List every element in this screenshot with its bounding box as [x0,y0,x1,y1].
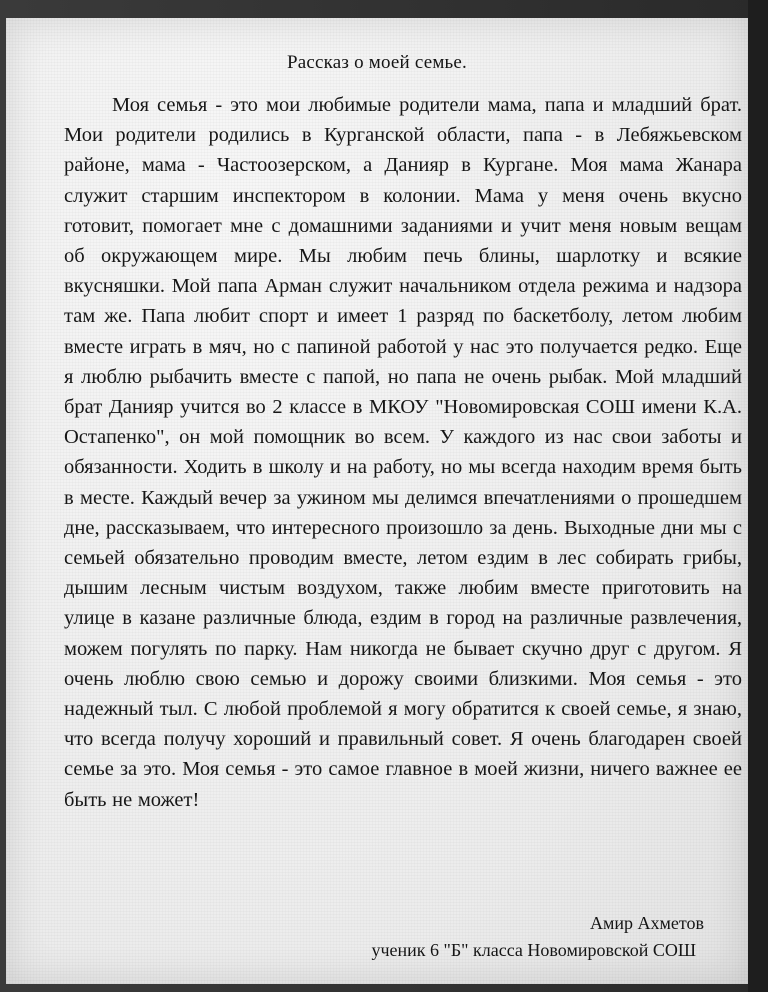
monitor-edge [748,0,768,992]
author-school: ученик 6 "Б" класса Новомировской СОШ [371,940,696,960]
document-page [6,18,748,984]
author-name: Амир Ахметов [589,913,704,933]
document-title: Рассказ о моей семье. [286,52,468,73]
document-body: Моя семья - это мои любимые родители мама, папа и младший брат. Мои родители родились в Курганской области, папа - в Лебяжьевском районе, мама - Частоозерском, а Данияр в Кургане. Моя мама Жанара служит старшим инспектором в колонии. Мама у меня очень вкусно готовит, помогает мне с домашними заданиями и учит меня новым вещам об окружающем мире. Мы любим печь блины, шарлотку и всякие вкусняшки. Мой папа Арман служит начальником отдела режима и надзора там же. Папа любит спорт и имеет 1 разряд по баскетболу, летом любим вместе играть в мяч, но с папиной работой у нас это получается редко. Еще я люблю рыбачить вместе с папой, но папа не очень рыбак. Мой младший брат Данияр учится во 2 классе в МКОУ "Новомировская СОШ имени К.А. Остапенко", он мой помощник во всем. У каждого из нас свои заботы и обязанности. Ходить в школу и на работу, но мы всегда находим время быть в месте. Каждый вечер за ужином мы делимся впечатлениями о прошедшем дне, рассказываем, что интересного произошло за день. Выходные дни мы с семьей обязательно проводим вместе, летом ездим в лес собирать грибы, дышим лесным чистым воздухом, также любим вместе приготовить на улице в казане различные блюда, ездим в город на различные развлечения, можем погулять по парку. Нам никогда не бывает скучно друг с другом. Я очень люблю свою семью и дорожу своими близкими. Моя семья - это надежный тыл. С любой проблемой я могу обратится к своей семье, я знаю, что всегда получу хороший и правильный совет. Я очень благодарен своей семье за это. Моя семья - это самое главное в моей жизни, ничего важнее ее быть не может! [64,94,742,811]
